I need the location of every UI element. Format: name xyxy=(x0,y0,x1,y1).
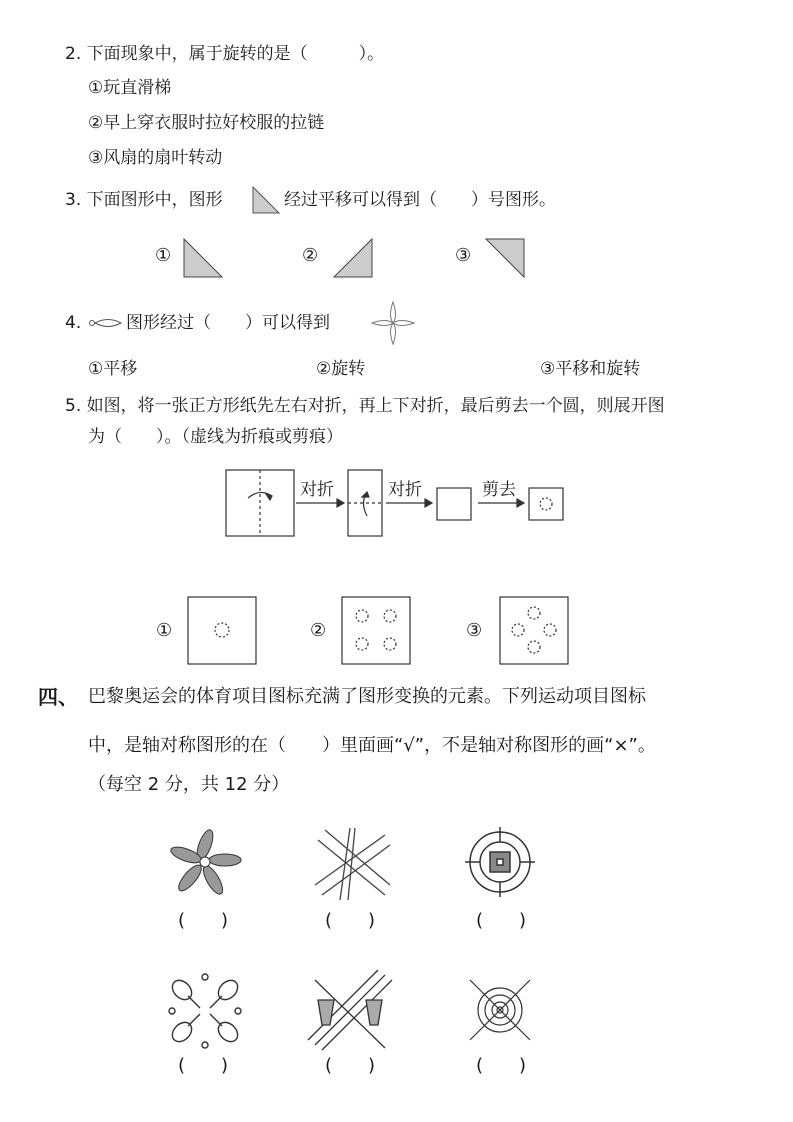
q5-stem-line1: 5. 如图，将一张正方形纸先左右对折，再上下对折，最后剪去一个圆，则展开图 xyxy=(65,396,665,416)
answer-blank-3[interactable]: ( ) xyxy=(476,910,527,931)
q4-option-2: ②旋转 xyxy=(316,359,366,379)
section-4-score: （每空 2 分，共 12 分） xyxy=(88,774,290,795)
q2-option-2: ②早上穿衣服时拉好校服的拉链 xyxy=(88,113,325,133)
q4-option-1: ①平移 xyxy=(88,359,138,379)
answer-blank-6[interactable]: ( ) xyxy=(476,1055,527,1076)
q3-stem-before: 3. 下面图形中，图形 xyxy=(65,190,223,210)
archery-target-icon xyxy=(470,980,530,1040)
step-label-fold-2: 对折 xyxy=(388,480,422,500)
q5-choice-1: ① xyxy=(156,620,173,641)
step-label-cut: 剪去 xyxy=(482,480,516,500)
section-4-line2: 中，是轴对称图形的在（ ）里面画“√”，不是轴对称图形的画“×”。 xyxy=(88,735,656,756)
rackets-icon xyxy=(169,974,242,1048)
q3-choice-3: ③ xyxy=(455,245,472,266)
answer-blank-1[interactable]: ( ) xyxy=(178,910,229,931)
q2-option-3: ③风扇的扇叶转动 xyxy=(88,148,223,168)
badminton-icon xyxy=(308,970,392,1050)
q4-num: 4. xyxy=(65,313,82,333)
q2-option-1: ①玩直滑梯 xyxy=(88,78,172,98)
q3-stem-after: 经过平移可以得到（ ）号图形。 xyxy=(284,190,556,210)
answer-blank-5[interactable]: ( ) xyxy=(325,1055,376,1076)
target-icon xyxy=(465,827,535,897)
q5-choice-2: ② xyxy=(310,620,327,641)
answer-blank-4[interactable]: ( ) xyxy=(178,1055,229,1076)
q5-choice-3: ③ xyxy=(466,620,483,641)
pinwheel-icon xyxy=(169,828,241,897)
answer-blank-2[interactable]: ( ) xyxy=(325,910,376,931)
q4-option-3: ③平移和旋转 xyxy=(540,359,641,379)
q4-stem: 图形经过（ ）可以得到 xyxy=(126,313,330,333)
crossed-lines-icon xyxy=(315,828,390,900)
section-4-line1: 巴黎奥运会的体育项目图标充满了图形变换的元素。下列运动项目图标 xyxy=(88,686,646,707)
q5-stem-line2: 为（ ）。（虚线为折痕或剪痕） xyxy=(88,427,343,447)
q3-choice-1: ① xyxy=(155,245,172,266)
step-label-fold-1: 对折 xyxy=(300,480,334,500)
q3-choice-2: ② xyxy=(302,245,319,266)
section-4-title: 四、 xyxy=(38,685,78,709)
q2-stem: 2. 下面现象中，属于旋转的是（ ）。 xyxy=(65,44,385,64)
